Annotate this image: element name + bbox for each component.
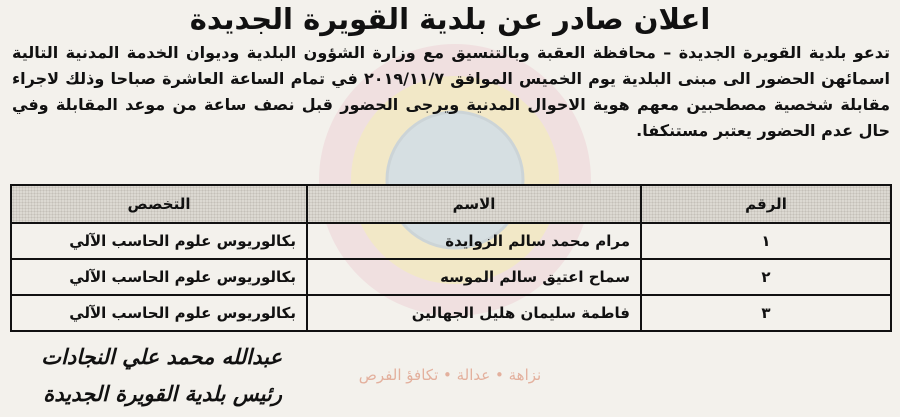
table-row	[11, 223, 891, 259]
watermark-motto: نزاهة • عدالة • تكافؤ الفرص	[358, 366, 542, 384]
signatory-title: رئيس بلدية القويرة الجديدة	[43, 382, 282, 406]
row-specialization: بكالوريوس علوم الحاسب الآلي	[11, 223, 307, 259]
row-number: ١	[641, 223, 891, 259]
table-row	[11, 259, 891, 295]
notice-body: تدعو بلدية القويرة الجديدة – محافظة العقبة وبالتنسيق مع وزارة الشؤون البلدية وديوان الخدمة المدنية التالية اسمائهن الحضور الى مبنى البلدية يوم الخميس الموافق ٢٠١٩/١١/٧ في تمام الساعة العاشرة صباحا وذلك لاجراء مقابلة شخصية مصطحبين معهم هوية الاحوال المدنية ويرجى الحضور قبل نصف ساعة من موعد المقابلة وفي حال عدم الحضور يعتبر مستنكفا.	[12, 43, 890, 140]
table-header-row	[11, 185, 891, 223]
header-number: الرقم	[641, 185, 891, 223]
notice-title: اعلان صادر عن بلدية القويرة الجديدة	[189, 2, 711, 36]
row-number: ٢	[641, 259, 891, 295]
row-specialization: بكالوريوس علوم الحاسب الآلي	[11, 259, 307, 295]
row-name: سماح اعتيق سالم الموسه	[307, 259, 641, 295]
row-number: ٣	[641, 295, 891, 331]
header-name: الاسم	[307, 185, 641, 223]
header-specialization: التخصص	[11, 185, 307, 223]
row-name: فاطمة سليمان هليل الجهالين	[307, 295, 641, 331]
signatory-name: عبدالله محمد علي النجادات	[41, 345, 282, 369]
row-specialization: بكالوريوس علوم الحاسب الآلي	[11, 295, 307, 331]
interview-candidates-table	[10, 184, 892, 332]
row-name: مرام محمد سالم الزوايدة	[307, 223, 641, 259]
table-row	[11, 295, 891, 331]
